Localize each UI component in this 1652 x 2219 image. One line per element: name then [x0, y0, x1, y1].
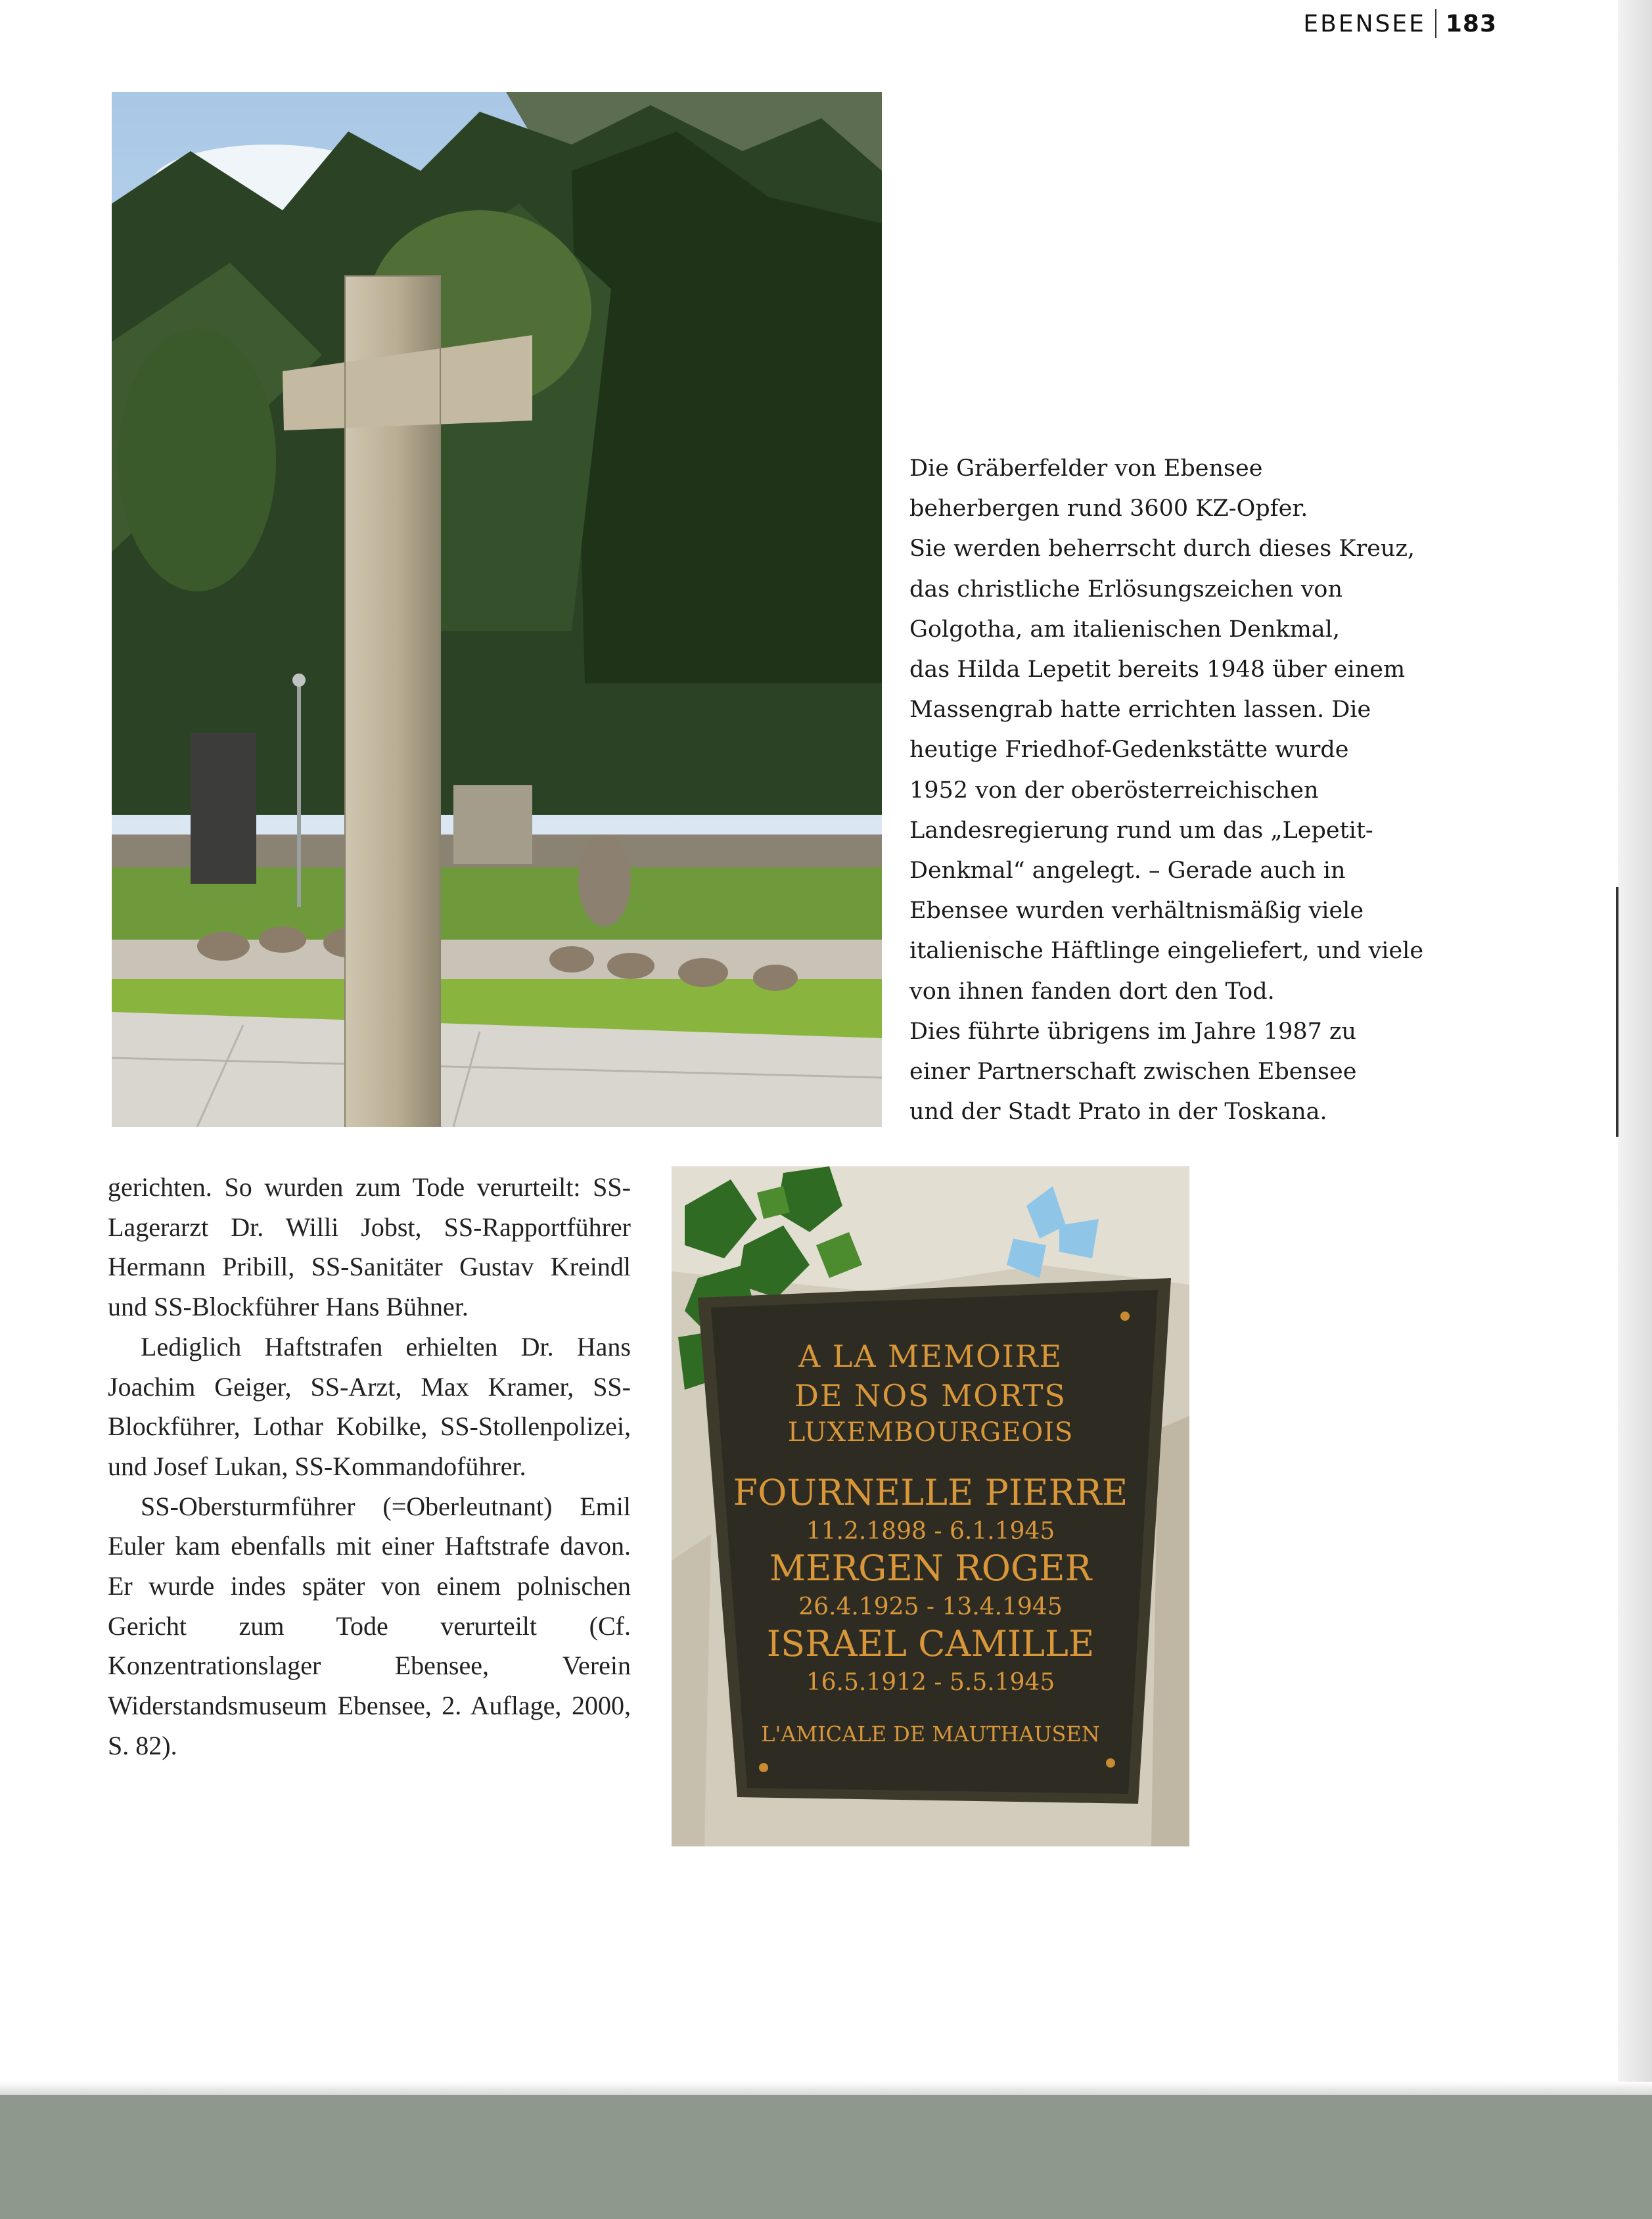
- caption-line: Sie werden beherrscht durch dieses Kreuz,: [909, 536, 1415, 562]
- photo-caption: [909, 449, 1448, 1132]
- caption-line: Denkmal“ angelegt. – Gerade auch in: [909, 858, 1346, 884]
- caption-line: heutige Friedhof-Gedenkstätte wurde: [909, 737, 1349, 764]
- plaque-dates: 11.2.1898 - 6.1.1945: [806, 1518, 1055, 1545]
- caption-line: Ebensee wurden verhältnismäßig viele: [909, 898, 1364, 925]
- plaque-inscription: [672, 1166, 1189, 1846]
- section-title: EBENSEE: [1303, 10, 1426, 37]
- plaque-dates: 16.5.1912 - 5.5.1945: [806, 1669, 1055, 1696]
- page-edge: [1618, 0, 1652, 2095]
- page-bottom-edge: [0, 2082, 1652, 2095]
- caption-line: und der Stadt Prato in der Toskana.: [909, 1099, 1327, 1126]
- caption-line: einer Partnerschaft zwischen Ebensee: [909, 1059, 1357, 1086]
- memorial-plaque-photo: [672, 1166, 1189, 1846]
- caption-line: beherbergen rund 3600 KZ-Opfer.: [909, 495, 1308, 522]
- caption-line: 1952 von der oberösterreichischen: [909, 777, 1319, 804]
- plaque-name: ISRAEL CAMILLE: [766, 1623, 1095, 1664]
- header-divider: [1435, 9, 1436, 38]
- binding-shadow-line: [1616, 887, 1618, 1137]
- cross-memorial-photo: [112, 92, 882, 1127]
- caption-line: italienische Häftlinge eingeliefert, und viele: [909, 938, 1424, 965]
- cross-memorial-illustration: [112, 92, 882, 1127]
- body-text-column: [108, 1168, 631, 1766]
- caption-line: Die Gräberfelder von Ebensee: [909, 455, 1263, 482]
- plaque-name: MERGEN ROGER: [769, 1547, 1092, 1589]
- caption-line: das Hilda Lepetit bereits 1948 über einem: [909, 656, 1406, 683]
- plaque-line: LUXEMBOURGEOIS: [787, 1417, 1074, 1448]
- caption-line: Landesregierung rund um das „Lepetit-: [909, 817, 1373, 844]
- body-paragraph: Lediglich Haftstrafen erhielten Dr. Hans Joachim Geiger, SS-Arzt, Max Kramer, SS-Blockführer, Lothar Kobilke, SS-Stollenpolizei, und Josef Lukan, SS-Kommandoführer.: [108, 1331, 631, 1481]
- plaque-footer: L'AMICALE DE MAUTHAUSEN: [761, 1722, 1100, 1747]
- plaque-name: FOURNELLE PIERRE: [733, 1472, 1128, 1513]
- plaque-line: A LA MEMOIRE: [798, 1338, 1063, 1374]
- body-paragraph: SS-Obersturmführer (=Oberleutnant) Emil Euler kam ebenfalls mit einer Haftstrafe davon. Er wurde indes später von einem polnischen Gericht zum Tode verurteilt (Cf. Konzentrationslager Ebensee, Verein Widerstandsmuseum Ebensee, 2. Auflage, 2000, S. 82).: [108, 1491, 631, 1760]
- caption-line: von ihnen fanden dort den Tod.: [909, 978, 1275, 1005]
- caption-line: Massengrab hatte errichten lassen. Die: [909, 697, 1371, 723]
- page-number: 183: [1445, 10, 1497, 37]
- caption-line: Dies führte übrigens im Jahre 1987 zu: [909, 1018, 1357, 1045]
- caption-line: Golgotha, am italienischen Denkmal,: [909, 616, 1340, 643]
- plaque-line: DE NOS MORTS: [794, 1378, 1067, 1413]
- body-paragraph: gerichten. So wurden zum Tode verurteilt: SS-Lagerarzt Dr. Willi Jobst, SS-Rapportführer Hermann Pribill, SS-Sanitäter Gustav Kreindl und SS-Blockführer Hans Bühner.: [108, 1172, 631, 1322]
- plaque-dates: 26.4.1925 - 13.4.1945: [798, 1593, 1063, 1620]
- running-header: [1303, 5, 1497, 42]
- caption-line: das christliche Erlösungszeichen von: [909, 576, 1343, 603]
- scanner-background: [0, 2095, 1652, 2219]
